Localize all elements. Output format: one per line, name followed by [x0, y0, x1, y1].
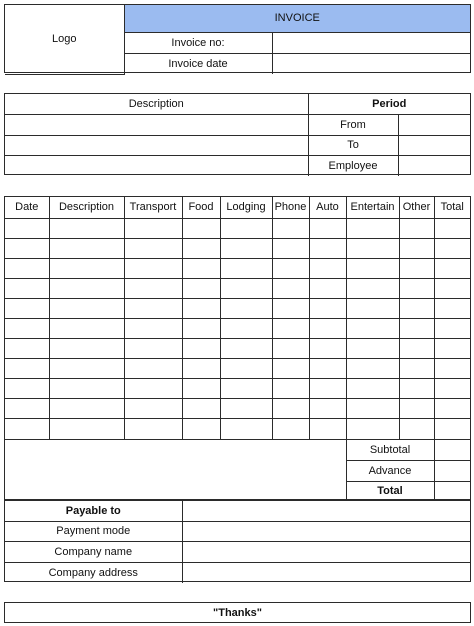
advance-label: Advance [346, 460, 434, 481]
col-header-entertain: Entertain [346, 197, 399, 218]
payable-to-field[interactable] [182, 501, 470, 521]
logo: Logo [5, 5, 124, 74]
total-field[interactable] [434, 481, 470, 501]
table-row [5, 318, 470, 338]
col-header-other: Other [399, 197, 434, 218]
col-header-description: Description [49, 197, 124, 218]
company-name-field[interactable] [182, 541, 470, 562]
summary-spacer [5, 460, 346, 481]
invoice-date-field[interactable] [272, 53, 470, 74]
invoice-header [4, 4, 471, 73]
payment-mode-label: Payment mode [5, 521, 182, 541]
description-field-3[interactable] [5, 155, 308, 176]
table-row [5, 398, 470, 418]
table-row [5, 238, 470, 258]
col-header-lodging: Lodging [220, 197, 272, 218]
table-row [5, 218, 470, 238]
payment-section [4, 500, 471, 582]
company-address-field[interactable] [182, 562, 470, 583]
from-label: From [308, 114, 398, 135]
total-label: Total [346, 481, 434, 501]
to-label: To [308, 135, 398, 155]
col-header-phone: Phone [272, 197, 309, 218]
table-row [5, 338, 470, 358]
employee-field[interactable] [398, 155, 470, 176]
description-field-2[interactable] [5, 135, 308, 155]
thanks-section [4, 602, 471, 623]
to-field[interactable] [398, 135, 470, 155]
from-field[interactable] [398, 114, 470, 135]
company-address-label: Company address [5, 562, 182, 583]
col-header-total: Total [434, 197, 470, 218]
company-name-label: Company name [5, 541, 182, 562]
advance-field[interactable] [434, 460, 470, 481]
table-row [5, 358, 470, 378]
invoice-no-label: Invoice no: [124, 32, 272, 53]
table-row [5, 258, 470, 278]
description-label: Description [5, 94, 308, 114]
table-row [5, 298, 470, 318]
period-label: Period [308, 94, 470, 114]
thanks-text: "Thanks" [213, 606, 262, 619]
payment-mode-field[interactable] [182, 521, 470, 541]
col-header-transport: Transport [124, 197, 182, 218]
summary-spacer [5, 481, 346, 501]
table-row [5, 378, 470, 398]
table-row [5, 418, 470, 439]
col-header-food: Food [182, 197, 220, 218]
expense-table [4, 196, 471, 500]
col-header-auto: Auto [309, 197, 346, 218]
employee-label: Employee [308, 155, 398, 176]
table-row [5, 278, 470, 298]
description-field-1[interactable] [5, 114, 308, 135]
details-section [4, 93, 471, 175]
payable-to-label: Payable to [5, 501, 182, 521]
subtotal-field[interactable] [434, 439, 470, 460]
invoice-title: INVOICE [124, 5, 470, 32]
invoice-no-field[interactable] [272, 32, 470, 53]
invoice-date-label: Invoice date [124, 53, 272, 74]
summary-spacer [5, 439, 346, 460]
col-header-date: Date [5, 197, 49, 218]
subtotal-label: Subtotal [346, 439, 434, 460]
